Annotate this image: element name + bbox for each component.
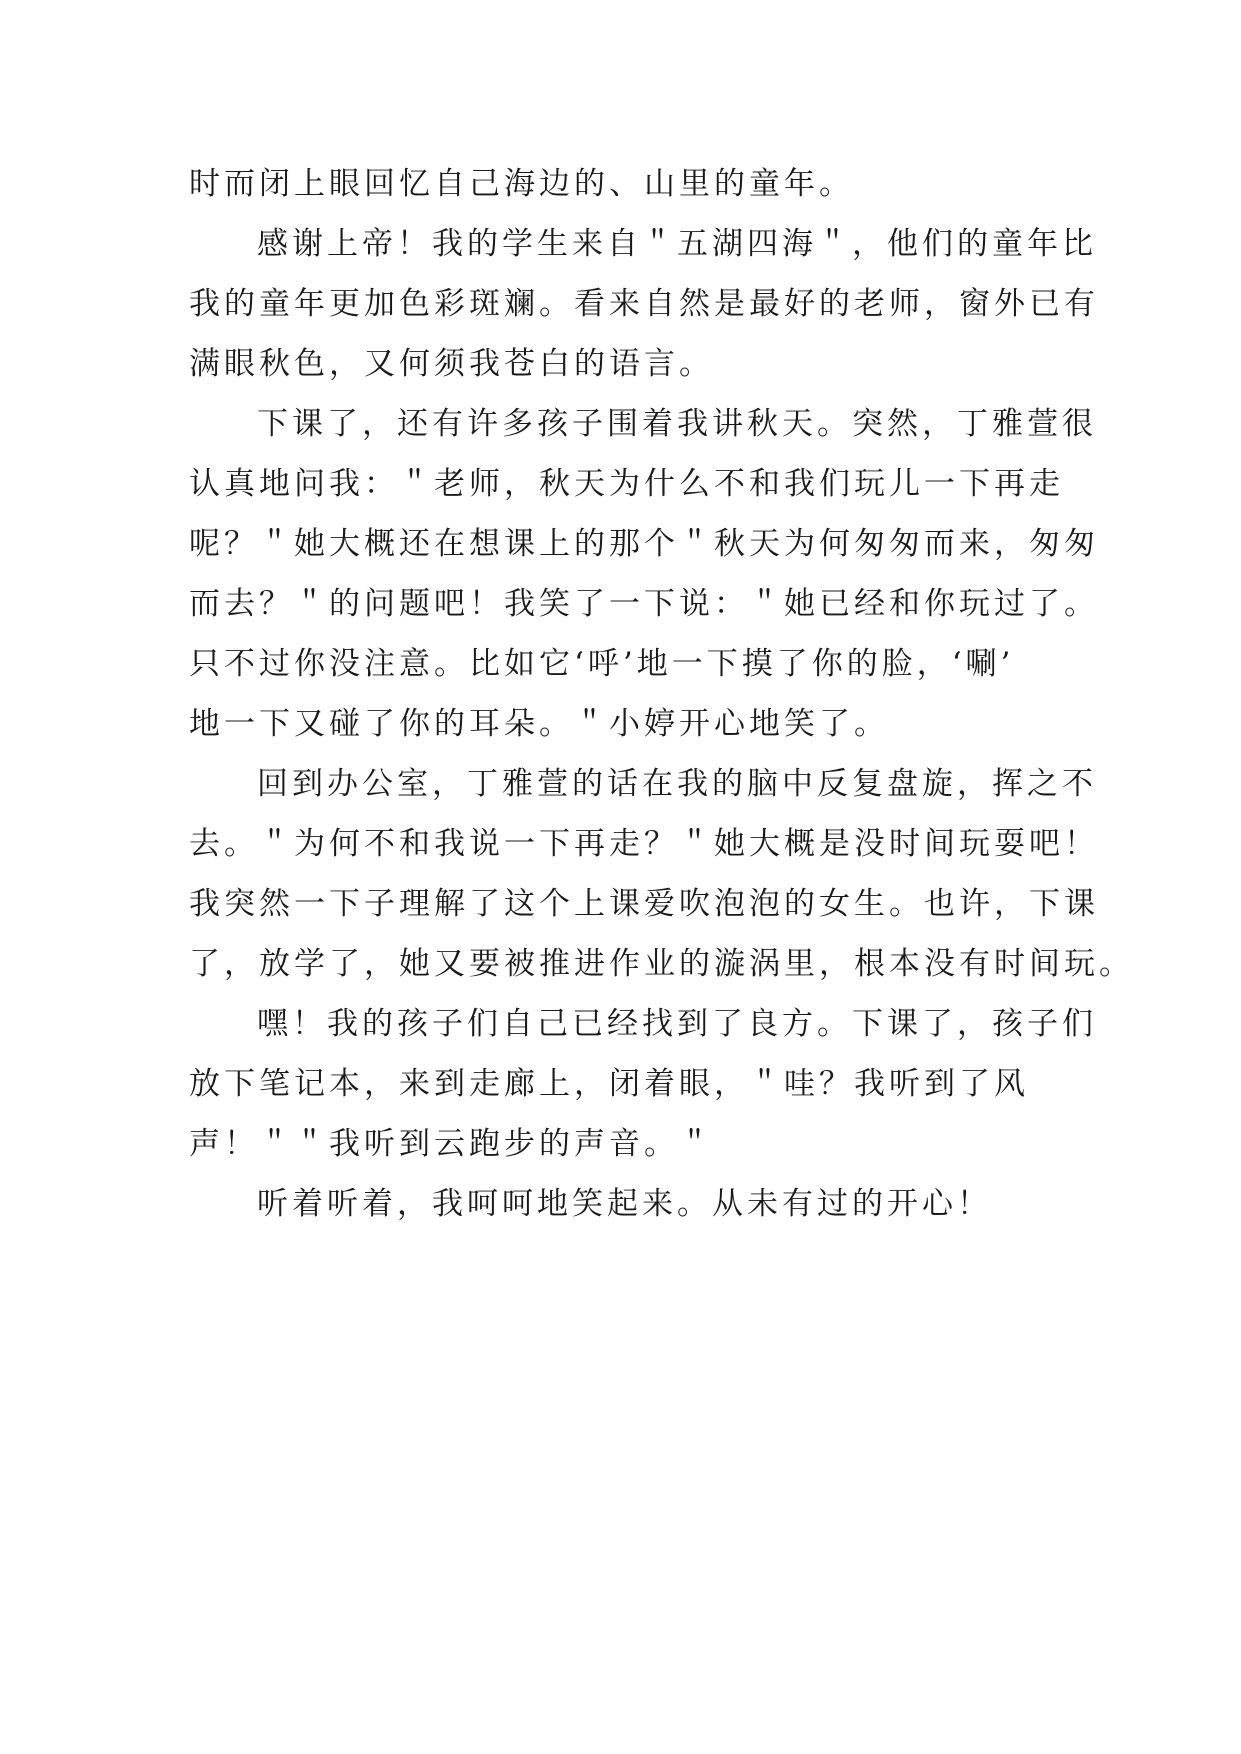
text-line: 去。＂为何不和我说一下再走？＂她大概是没时间玩耍吧！	[189, 826, 1099, 862]
text-line: 了，放学了，她又要被推进作业的漩涡里，根本没有时间玩。	[189, 946, 1134, 982]
document-body	[189, 154, 1134, 1234]
text-line: 我突然一下子理解了这个上课爱吹泡泡的女生。也许，下课	[189, 886, 1099, 922]
text-line: 而去？＂的问题吧！我笑了一下说：＂她已经和你玩过了。	[189, 586, 1099, 622]
text-line: 我的童年更加色彩斑斓。看来自然是最好的老师，窗外已有	[189, 286, 1099, 322]
text-line: 声！＂＂我听到云跑步的声音。＂	[189, 1126, 714, 1162]
paragraph-first-line: 嘿！我的孩子们自己已经找到了良方。下课了，孩子们	[257, 1006, 1097, 1042]
text-line: 地一下又碰了你的耳朵。＂小婷开心地笑了。	[189, 706, 889, 742]
paragraph-first-line: 听着听着，我呵呵地笑起来。从未有过的开心！	[257, 1186, 992, 1222]
paragraph-first-line: 下课了，还有许多孩子围着我讲秋天。突然，丁雅萱很	[257, 406, 1097, 442]
text-line: 满眼秋色，又何须我苍白的语言。	[189, 346, 714, 382]
text-line: 放下笔记本，来到走廊上，闭着眼，＂哇？我听到了风	[189, 1066, 1029, 1102]
text-line: 只不过你没注意。比如它‘呼’地一下摸了你的脸，‘唰’	[189, 646, 1015, 682]
paragraph-first-line: 回到办公室，丁雅萱的话在我的脑中反复盘旋，挥之不	[257, 766, 1097, 802]
text-line: 认真地问我：＂老师，秋天为什么不和我们玩儿一下再走	[189, 466, 1064, 502]
paragraph-first-line: 感谢上帝！我的学生来自＂五湖四海＂，他们的童年比	[257, 226, 1097, 262]
text-line: 时而闭上眼回忆自己海边的、山里的童年。	[189, 166, 854, 202]
text-line: 呢？＂她大概还在想课上的那个＂秋天为何匆匆而来，匆匆	[189, 526, 1099, 562]
